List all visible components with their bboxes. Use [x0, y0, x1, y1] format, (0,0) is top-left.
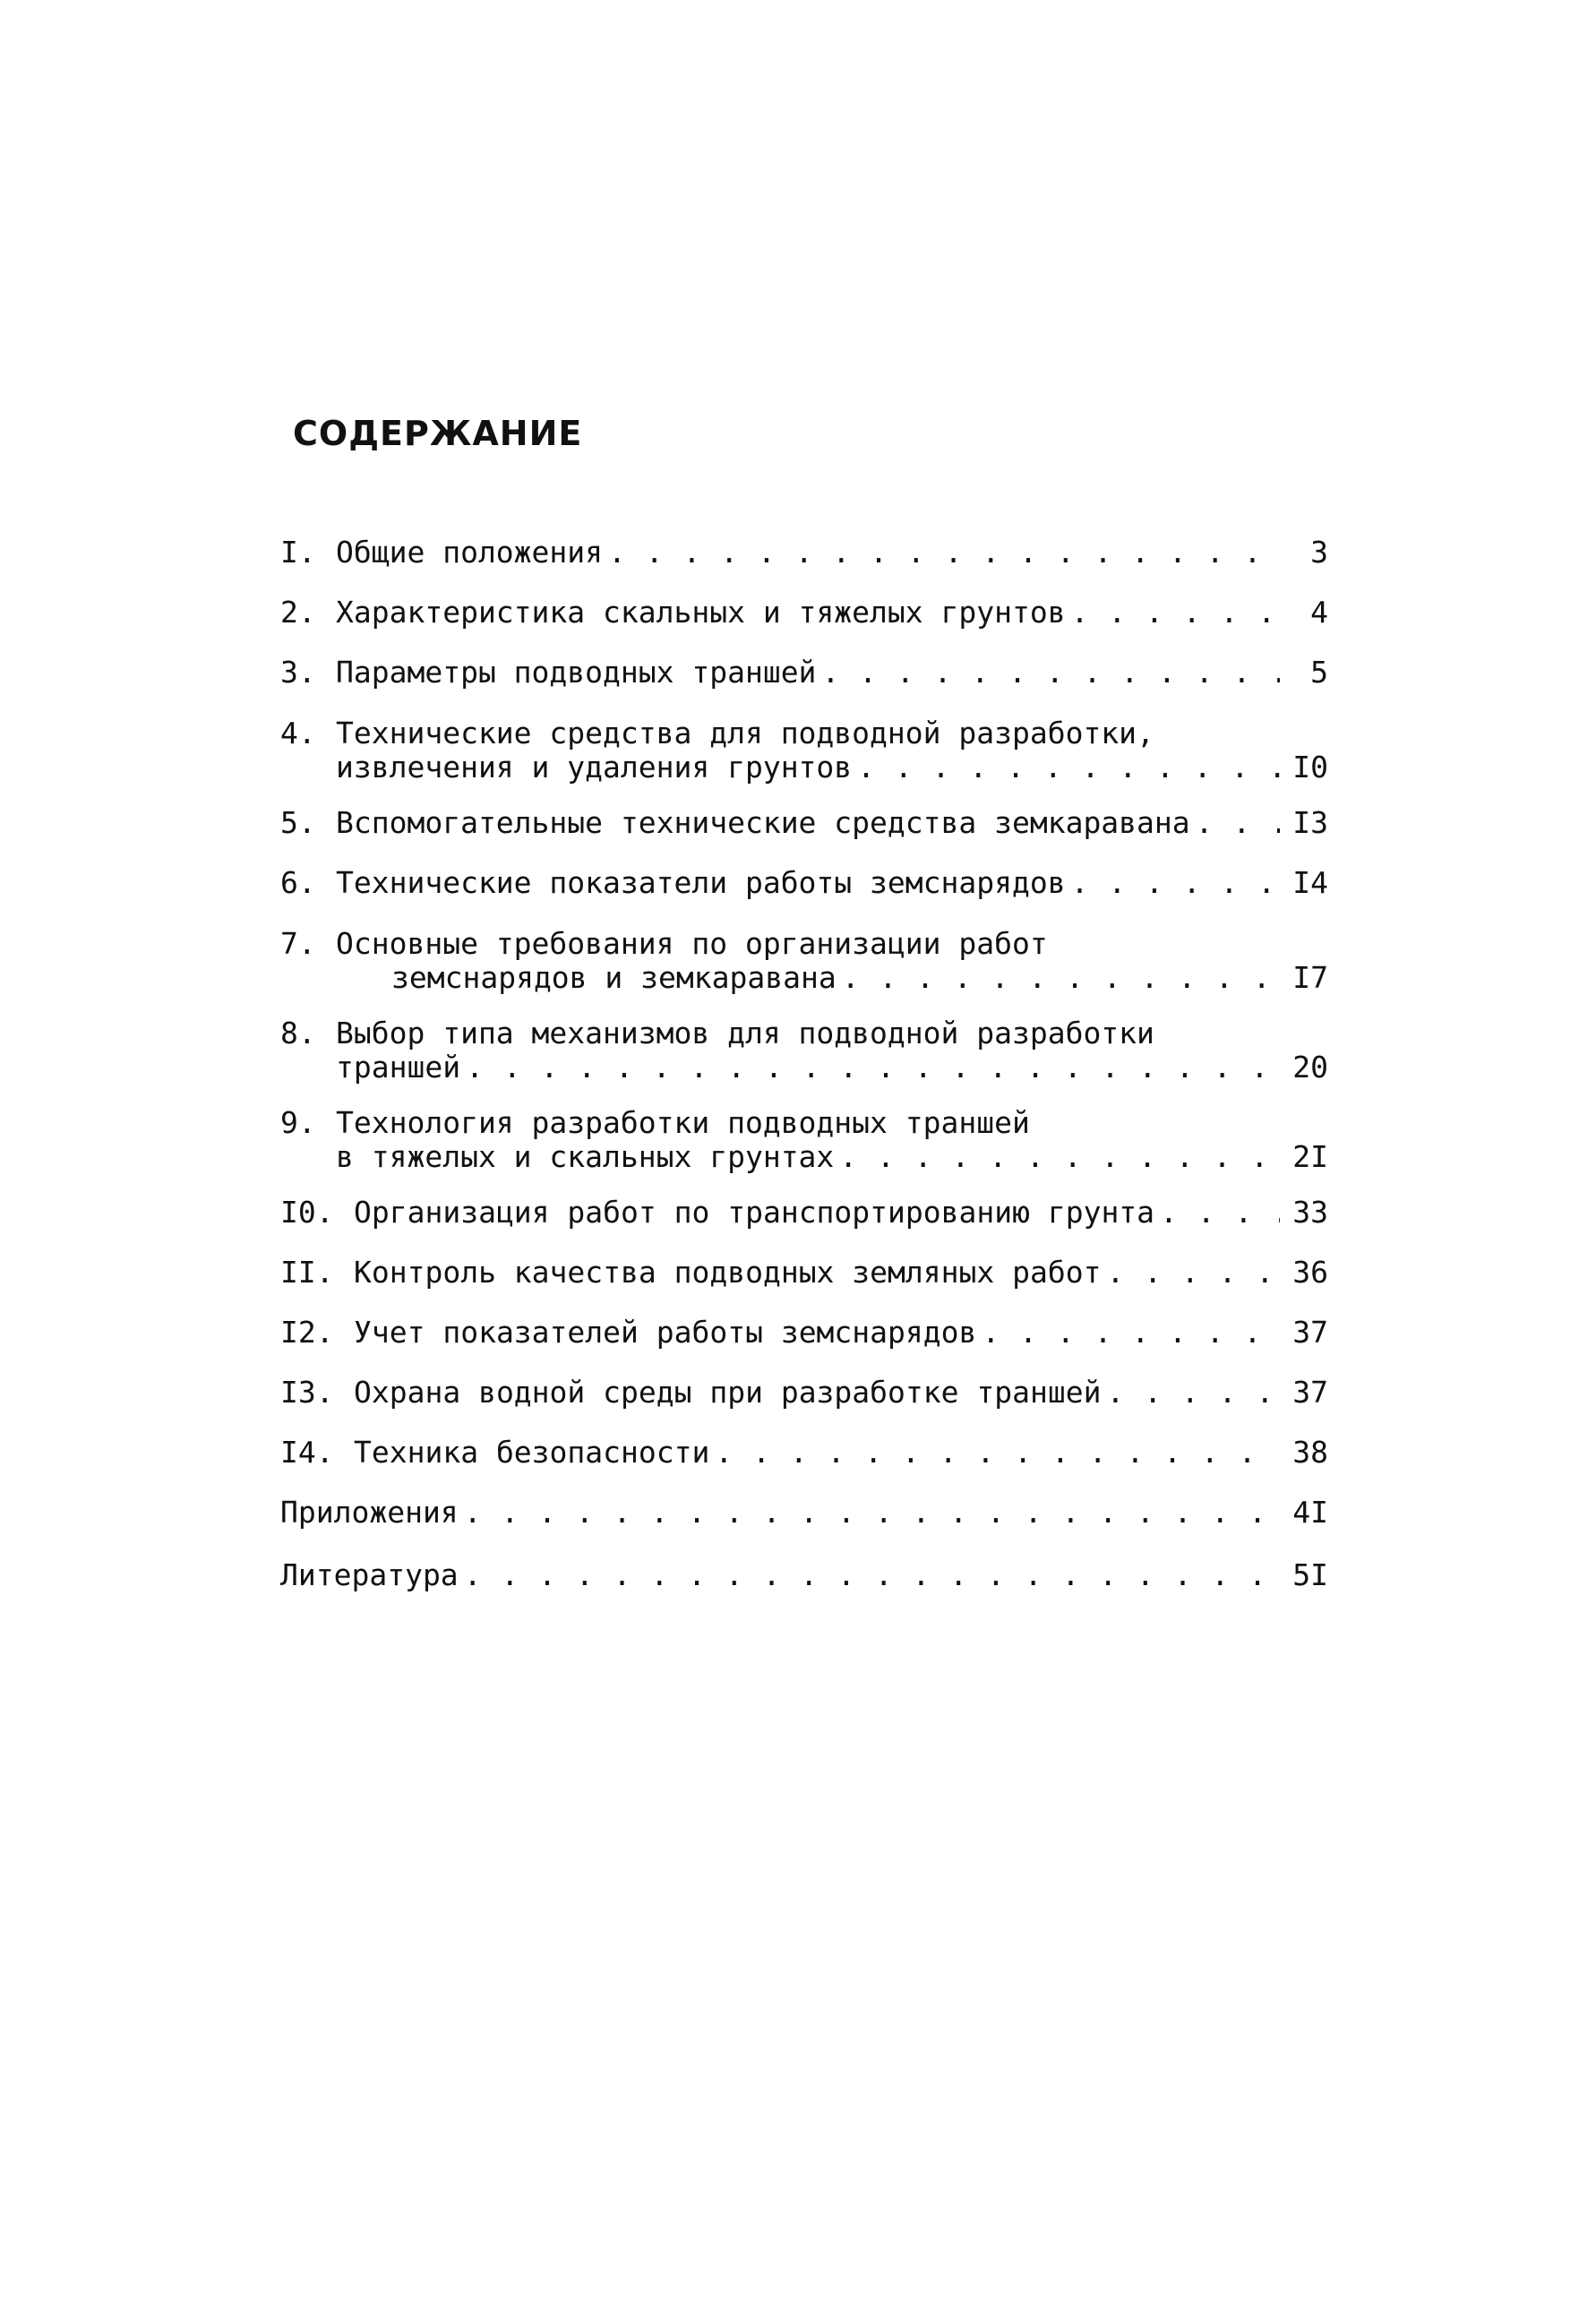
toc-entry-page: 5I — [1292, 1557, 1328, 1592]
toc-entry-title: Технические показатели работы земснарядов — [336, 865, 1066, 900]
dot-leader — [839, 1140, 1280, 1174]
toc-entry-title: Основные требования по организации работ — [336, 926, 1048, 961]
toc-entry-number: I4. — [280, 1435, 334, 1470]
dot-leader — [608, 536, 1280, 570]
toc-entry-14 — [280, 1436, 1328, 1470]
toc-entry-number: I. — [280, 535, 316, 570]
toc-entry-number: 6. — [280, 865, 316, 900]
toc-entry-page: I4 — [1292, 865, 1328, 900]
toc-entry-9 — [280, 1106, 1328, 1174]
toc-entry-page: I7 — [1292, 960, 1328, 995]
toc-entry-title: Технические средства для подводной разработки, — [336, 716, 1154, 750]
toc-entry-page: I3 — [1292, 805, 1328, 840]
toc-entry-number: I0. — [280, 1195, 334, 1230]
toc-entry-literature — [280, 1558, 1328, 1592]
toc-entry-7 — [280, 927, 1328, 995]
dot-leader — [466, 1051, 1280, 1085]
toc-entry-number: 2. — [280, 595, 316, 630]
toc-entry-number: 8. — [280, 1016, 316, 1051]
toc-entry-page: I0 — [1292, 750, 1328, 785]
toc-entry-4 — [280, 716, 1328, 785]
toc-entry-page: 20 — [1292, 1050, 1328, 1085]
toc-entry-number: 4. — [280, 716, 316, 750]
toc-entry-title: Вспомогательные технические средства земкаравана — [336, 805, 1190, 840]
dot-leader — [1196, 806, 1280, 840]
toc-entry-5 — [280, 806, 1328, 840]
toc-entry-title: Приложения — [280, 1495, 459, 1530]
toc-entry-8 — [280, 1016, 1328, 1085]
toc-entry-number: I2. — [280, 1315, 334, 1350]
dot-leader — [1160, 1196, 1280, 1230]
dot-leader — [1071, 866, 1280, 900]
toc-entry-title: Параметры подводных траншей — [336, 655, 817, 690]
toc-entry-title: Контроль качества подводных земляных работ — [354, 1255, 1102, 1290]
dot-leader — [464, 1558, 1280, 1592]
toc-entry-13 — [280, 1376, 1328, 1410]
toc-entry-6 — [280, 866, 1328, 900]
toc-entry-page: 33 — [1292, 1195, 1328, 1230]
toc-entry-page: 2I — [1292, 1139, 1328, 1174]
toc-entry-title: Литература — [280, 1557, 459, 1592]
toc-entry-title: Организация работ по транспортированию грунта — [354, 1195, 1155, 1230]
toc-entry-title: Общие положения — [336, 535, 604, 570]
toc-entry-page: 3 — [1310, 535, 1328, 570]
toc-entry-page: 36 — [1292, 1255, 1328, 1290]
toc-entry-1 — [280, 536, 1328, 570]
toc-entry-title-continued: траншей — [336, 1050, 461, 1085]
toc-entry-2 — [280, 596, 1328, 630]
toc-entry-title: Учет показателей работы земснарядов — [354, 1315, 977, 1350]
toc-entry-12 — [280, 1316, 1328, 1350]
toc-entry-page: 4 — [1310, 595, 1328, 630]
toc-entry-number: 5. — [280, 805, 316, 840]
dot-leader — [464, 1496, 1280, 1530]
toc-entry-number: 9. — [280, 1105, 316, 1140]
toc-entry-number: II. — [280, 1255, 334, 1290]
toc-entry-10 — [280, 1196, 1328, 1230]
dot-leader — [1071, 596, 1280, 630]
toc-entry-title: Технология разработки подводных траншей — [336, 1105, 1030, 1140]
toc-entry-title: Выбор типа механизмов для подводной разработки — [336, 1016, 1154, 1051]
toc-entry-title-continued: земснарядов и земкаравана — [391, 960, 837, 995]
toc-entry-title-continued: извлечения и удаления грунтов — [336, 750, 853, 785]
toc-entry-title: Техника безопасности — [354, 1435, 710, 1470]
toc-entry-number: I3. — [280, 1375, 334, 1410]
toc-entry-title-continued: в тяжелых и скальных грунтах — [336, 1139, 835, 1174]
page-title: СОДЕРЖАНИЕ — [293, 414, 583, 453]
dot-leader — [857, 750, 1280, 785]
toc-entry-number: 7. — [280, 926, 316, 961]
toc-entry-page: 37 — [1292, 1375, 1328, 1410]
dot-leader — [982, 1316, 1280, 1350]
toc-entry-appendices — [280, 1496, 1328, 1530]
toc-entry-title: Характеристика скальных и тяжелых грунтов — [336, 595, 1066, 630]
toc-entry-page: 4I — [1292, 1495, 1328, 1530]
toc-entry-page: 5 — [1310, 655, 1328, 690]
dot-leader — [1106, 1256, 1280, 1290]
dot-leader — [821, 656, 1280, 690]
toc-entry-number: 3. — [280, 655, 316, 690]
toc-entry-title: Охрана водной среды при разработке траншей — [354, 1375, 1102, 1410]
toc-entry-3 — [280, 656, 1328, 690]
toc-entry-11 — [280, 1256, 1328, 1290]
dot-leader — [842, 961, 1280, 995]
dot-leader — [715, 1436, 1280, 1470]
toc-entry-page: 38 — [1292, 1435, 1328, 1470]
toc-entry-page: 37 — [1292, 1315, 1328, 1350]
dot-leader — [1106, 1376, 1280, 1410]
